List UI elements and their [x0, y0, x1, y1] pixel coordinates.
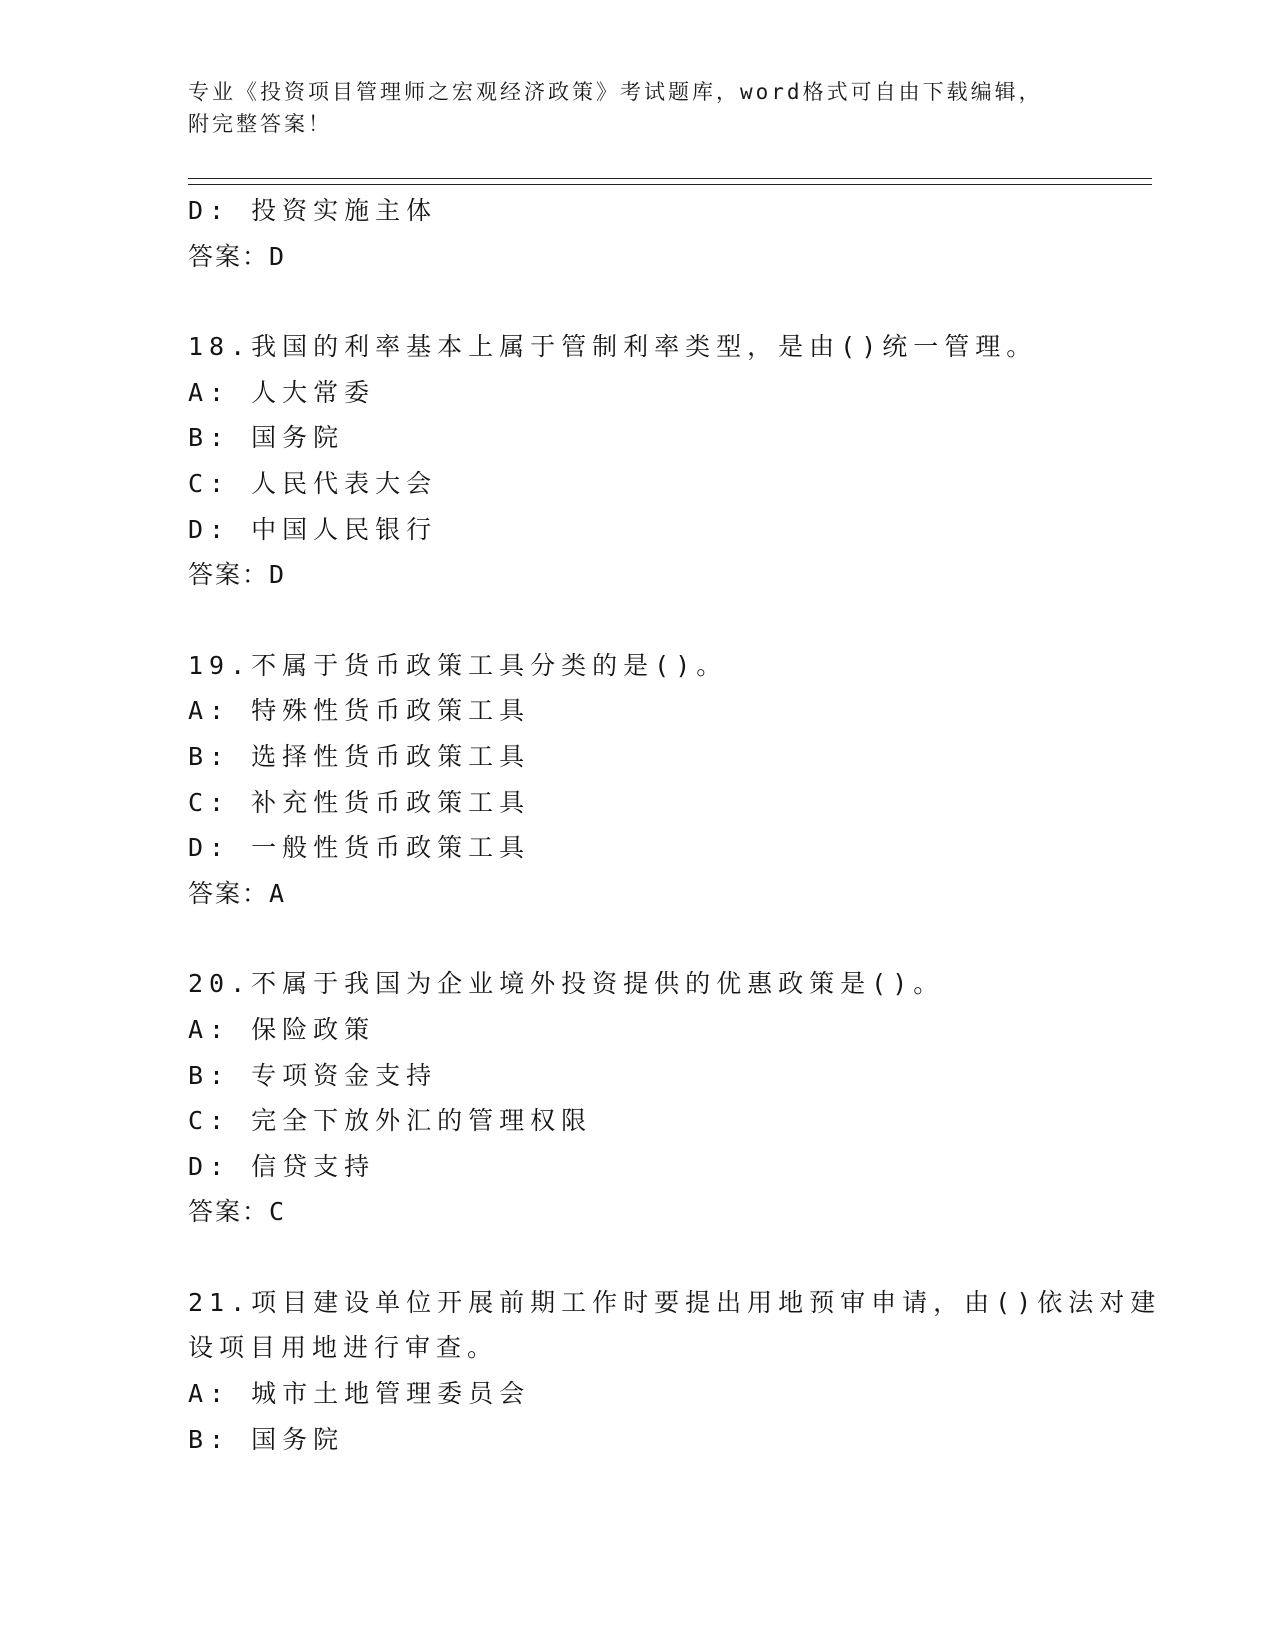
answer: 答案：A [188, 878, 287, 908]
header-line-1: 专业《投资项目管理师之宏观经济政策》考试题库，word格式可自由下载编辑， [188, 80, 1043, 104]
prev-option-d: D: 投资实施主体 [188, 196, 438, 225]
question-list [188, 188, 1162, 1462]
answer: 答案：C [188, 1197, 287, 1227]
option-a: A: 城市土地管理委员会 [188, 1379, 531, 1409]
option-b: B: 选择性货币政策工具 [188, 741, 531, 771]
option-a: A: 保险政策 [188, 1014, 376, 1044]
option-c: C: 补充性货币政策工具 [188, 787, 531, 817]
option-b: B: 国务院 [188, 1424, 345, 1454]
option-b: B: 专项资金支持 [188, 1060, 438, 1090]
option-c: C: 人民代表大会 [188, 468, 438, 498]
question-21 [188, 1280, 1162, 1462]
question-20 [188, 961, 1152, 1235]
question-18 [188, 324, 1152, 598]
option-a: A: 特殊性货币政策工具 [188, 696, 531, 726]
question-stem-line-2: 设项目用地进行审查。 [188, 1333, 499, 1363]
header-divider [188, 178, 1152, 185]
option-d: D: 一般性货币政策工具 [188, 833, 531, 863]
question-stem: 19.不属于货币政策工具分类的是()。 [188, 650, 728, 680]
answer: 答案：D [188, 560, 287, 590]
header-line-2: 附完整答案！ [188, 112, 332, 136]
question-stem-line-1: 21.项目建设单位开展前期工作时要提出用地预审申请，由()依法对建 [188, 1287, 1162, 1317]
question-stem: 20.不属于我国为企业境外投资提供的优惠政策是()。 [188, 969, 945, 999]
option-c: C: 完全下放外汇的管理权限 [188, 1106, 593, 1136]
question-stem: 18.我国的利率基本上属于管制利率类型，是由()统一管理。 [188, 332, 1038, 362]
prev-answer: 答案：D [188, 241, 287, 271]
option-b: B: 国务院 [188, 423, 345, 453]
option-d: D: 中国人民银行 [188, 514, 438, 544]
option-a: A: 人大常委 [188, 377, 376, 407]
document-header [188, 76, 1088, 140]
option-d: D: 信贷支持 [188, 1151, 376, 1181]
question-19 [188, 643, 1152, 917]
